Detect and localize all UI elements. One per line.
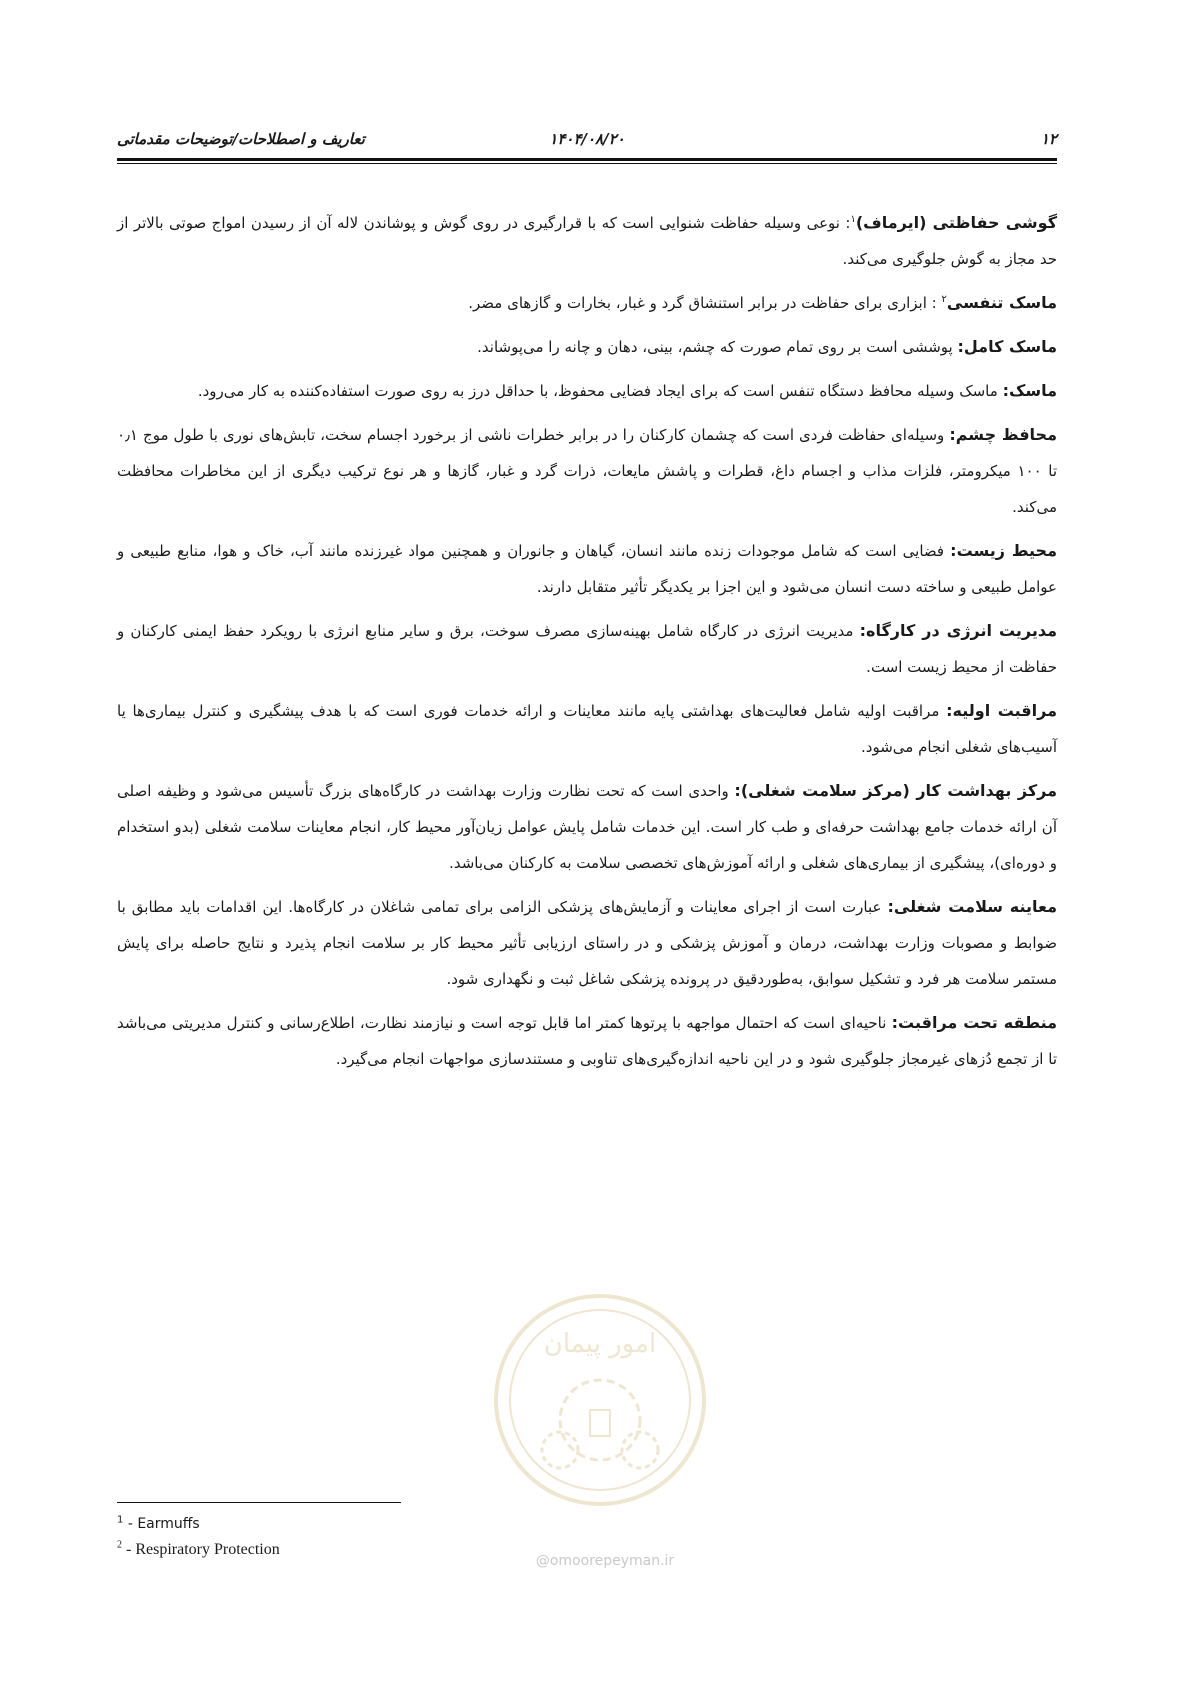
term-label: مدیریت انرژی در کارگاه: [859,621,1058,640]
footnote-divider [117,1502,401,1503]
definition-energy-management [117,613,1057,685]
footnote-text: - Respiratory Protection [122,1541,280,1558]
term-label: ماسک تنفسی [946,293,1057,312]
footnote-2 [117,1537,517,1562]
definition-text: ماسک وسیله محافظ دستگاه تنفس است که برای ایجاد فضایی محفوظ، با حداقل درز به روی صورت استفاده‌کننده به کار می‌رود. [197,382,1003,400]
definition-full-mask [117,329,1057,365]
definition-text: فضایی است که شامل موجودات زنده مانند انسان، گیاهان و جانوران و همچنین مواد غیرزنده مانند آب، خاک و هوا، منابع طبیعی و عوامل طبیعی و ساخته دست انسان می‌شود و این اجزا بر یکدیگر تأثیر متقابل دارند. [117,542,1057,596]
watermark-site: @omoorepeyman.ir [535,1553,675,1569]
footnote-1 [117,1512,517,1537]
definition-text: مراقبت اولیه شامل فعالیت‌های بهداشتی پایه مانند معاینات و ارائه خدمات فوری است که با هدف پیشگیری و کنترل بیماری‌ها یا آسیب‌های شغلی انجام می‌شود. [117,702,1057,756]
definition-environment [117,533,1057,605]
page-number: ۱۲ [1040,130,1057,148]
definition-text: عبارت است از اجرای معاینات و آزمایش‌های پزشکی الزامی برای تمامی شاغلان در کارگاه‌ها. این اقدامات باید مطابق با ضوابط و مصوبات وزارت بهداشت، درمان و آموزش پزشکی و در راستای ارزیابی تأثیر محیط کار بر سلامت انجام پذیرد و نتایج حاصله برای پایش مستمر سلامت هر فرد و تشکیل سوابق، به‌طوردقیق در پرونده پزشکی شاغل ثبت و نگهداری شود. [117,898,1057,988]
term-label: منطقه تحت مراقبت: [891,1013,1057,1032]
definition-text: : ابزاری برای حفاظت در برابر استنشاق گرد و غبار، بخارات و گازهای مضر. [468,294,942,312]
definition-text: واحدی است که تحت نظارت وزارت بهداشت در کارگاه‌های بزرگ تأسیس می‌شود و وظیفه اصلی آن ارائه خدمات جامع بهداشت حرفه‌ای و طب کار است. این خدمات شامل پایش عوامل زیان‌آور محیط کار، انجام معاینات سلامت شغلی (بدو استخدام و دوره‌ای)، پیشگیری از بیماری‌های شغلی و ارائه آموزش‌های تخصصی سلامت به کارکنان می‌باشد. [117,782,1057,872]
term-label: محیط زیست: [950,541,1057,560]
term-label: ماسک کامل: [957,337,1057,356]
header-date: ۱۴۰۴/۰۸/۲۰ [549,130,625,148]
definition-text: مدیریت انرژی در کارگاه شامل بهینه‌سازی مصرف سوخت، برق و سایر منابع انرژی با رویکرد حفظ ایمنی کارکنان و حفاظت از محیط زیست است. [117,622,1057,676]
footnotes [117,1512,517,1562]
definition-respirator [117,285,1057,321]
term-label: مراقبت اولیه: [946,701,1057,720]
header-divider [117,158,1057,164]
watermark-logo [490,1290,710,1510]
term-label: ماسک: [1002,381,1057,400]
document-body [117,205,1057,1085]
term-label: گوشی حفاظتی (ایرماف) [855,213,1058,232]
definition-text: وسیله‌ای حفاظت فردی است که چشمان کارکنان را در برابر خطرات ناشی از برخورد اجسام سخت، تابش‌های نوری با طول موج ۰٫۱ تا ۱۰۰ میکرومتر، فلزات مذاب و اجسام داغ، قطرات و پاشش مایعات، ذرات گرد و غبار، گازها و هر نوع ترکیب دیگری از این مخاطرات محافظت می‌کند. [117,426,1058,516]
footnote-ref: ۱ [850,214,856,225]
header-title: تعاریف و اصطلاحات/توضیحات مقدماتی [117,130,365,148]
definition-occupational-health-center [117,773,1057,881]
footnote-number: 2 [117,1539,122,1551]
definition-earmuff [117,205,1057,277]
definition-mask [117,373,1057,409]
page-header [117,128,1057,154]
footnote-number: 1 [117,1514,124,1526]
definition-occupational-exam [117,889,1057,997]
definition-text: : نوعی وسیله حفاظت شنوایی است که با قرارگیری در روی گوش و پوشاندن لاله آن از رسیدن امواج صوتی بالاتر از حد مجاز به گوش جلوگیری می‌کند. [117,214,1057,268]
term-label: معاینه سلامت شغلی: [887,897,1057,916]
definition-eye-protector [117,417,1057,525]
footnote-text: - Earmuffs [123,1516,200,1532]
footnote-ref: ۲ [941,294,947,305]
definition-supervised-area [117,1005,1057,1077]
definition-primary-care [117,693,1057,765]
definition-text: پوششی است بر روی تمام صورت که چشم، بینی، دهان و چانه را می‌پوشاند. [477,338,958,356]
definition-text: ناحیه‌ای است که احتمال مواجهه با پرتوها کمتر اما قابل توجه است و نیازمند نظارت، اطلاع‌رسانی و کنترل مدیریتی می‌باشد تا از تجمع دُزهای غیرمجاز جلوگیری شود و در این ناحیه اندازه‌گیری‌های تناوبی و مستندسازی مواجهات انجام می‌گیرد. [117,1014,1057,1068]
watermark-text: امور پیمان [543,1329,657,1359]
term-label: محافظ چشم: [949,425,1057,444]
term-label: مرکز بهداشت کار (مرکز سلامت شغلی): [734,781,1057,800]
